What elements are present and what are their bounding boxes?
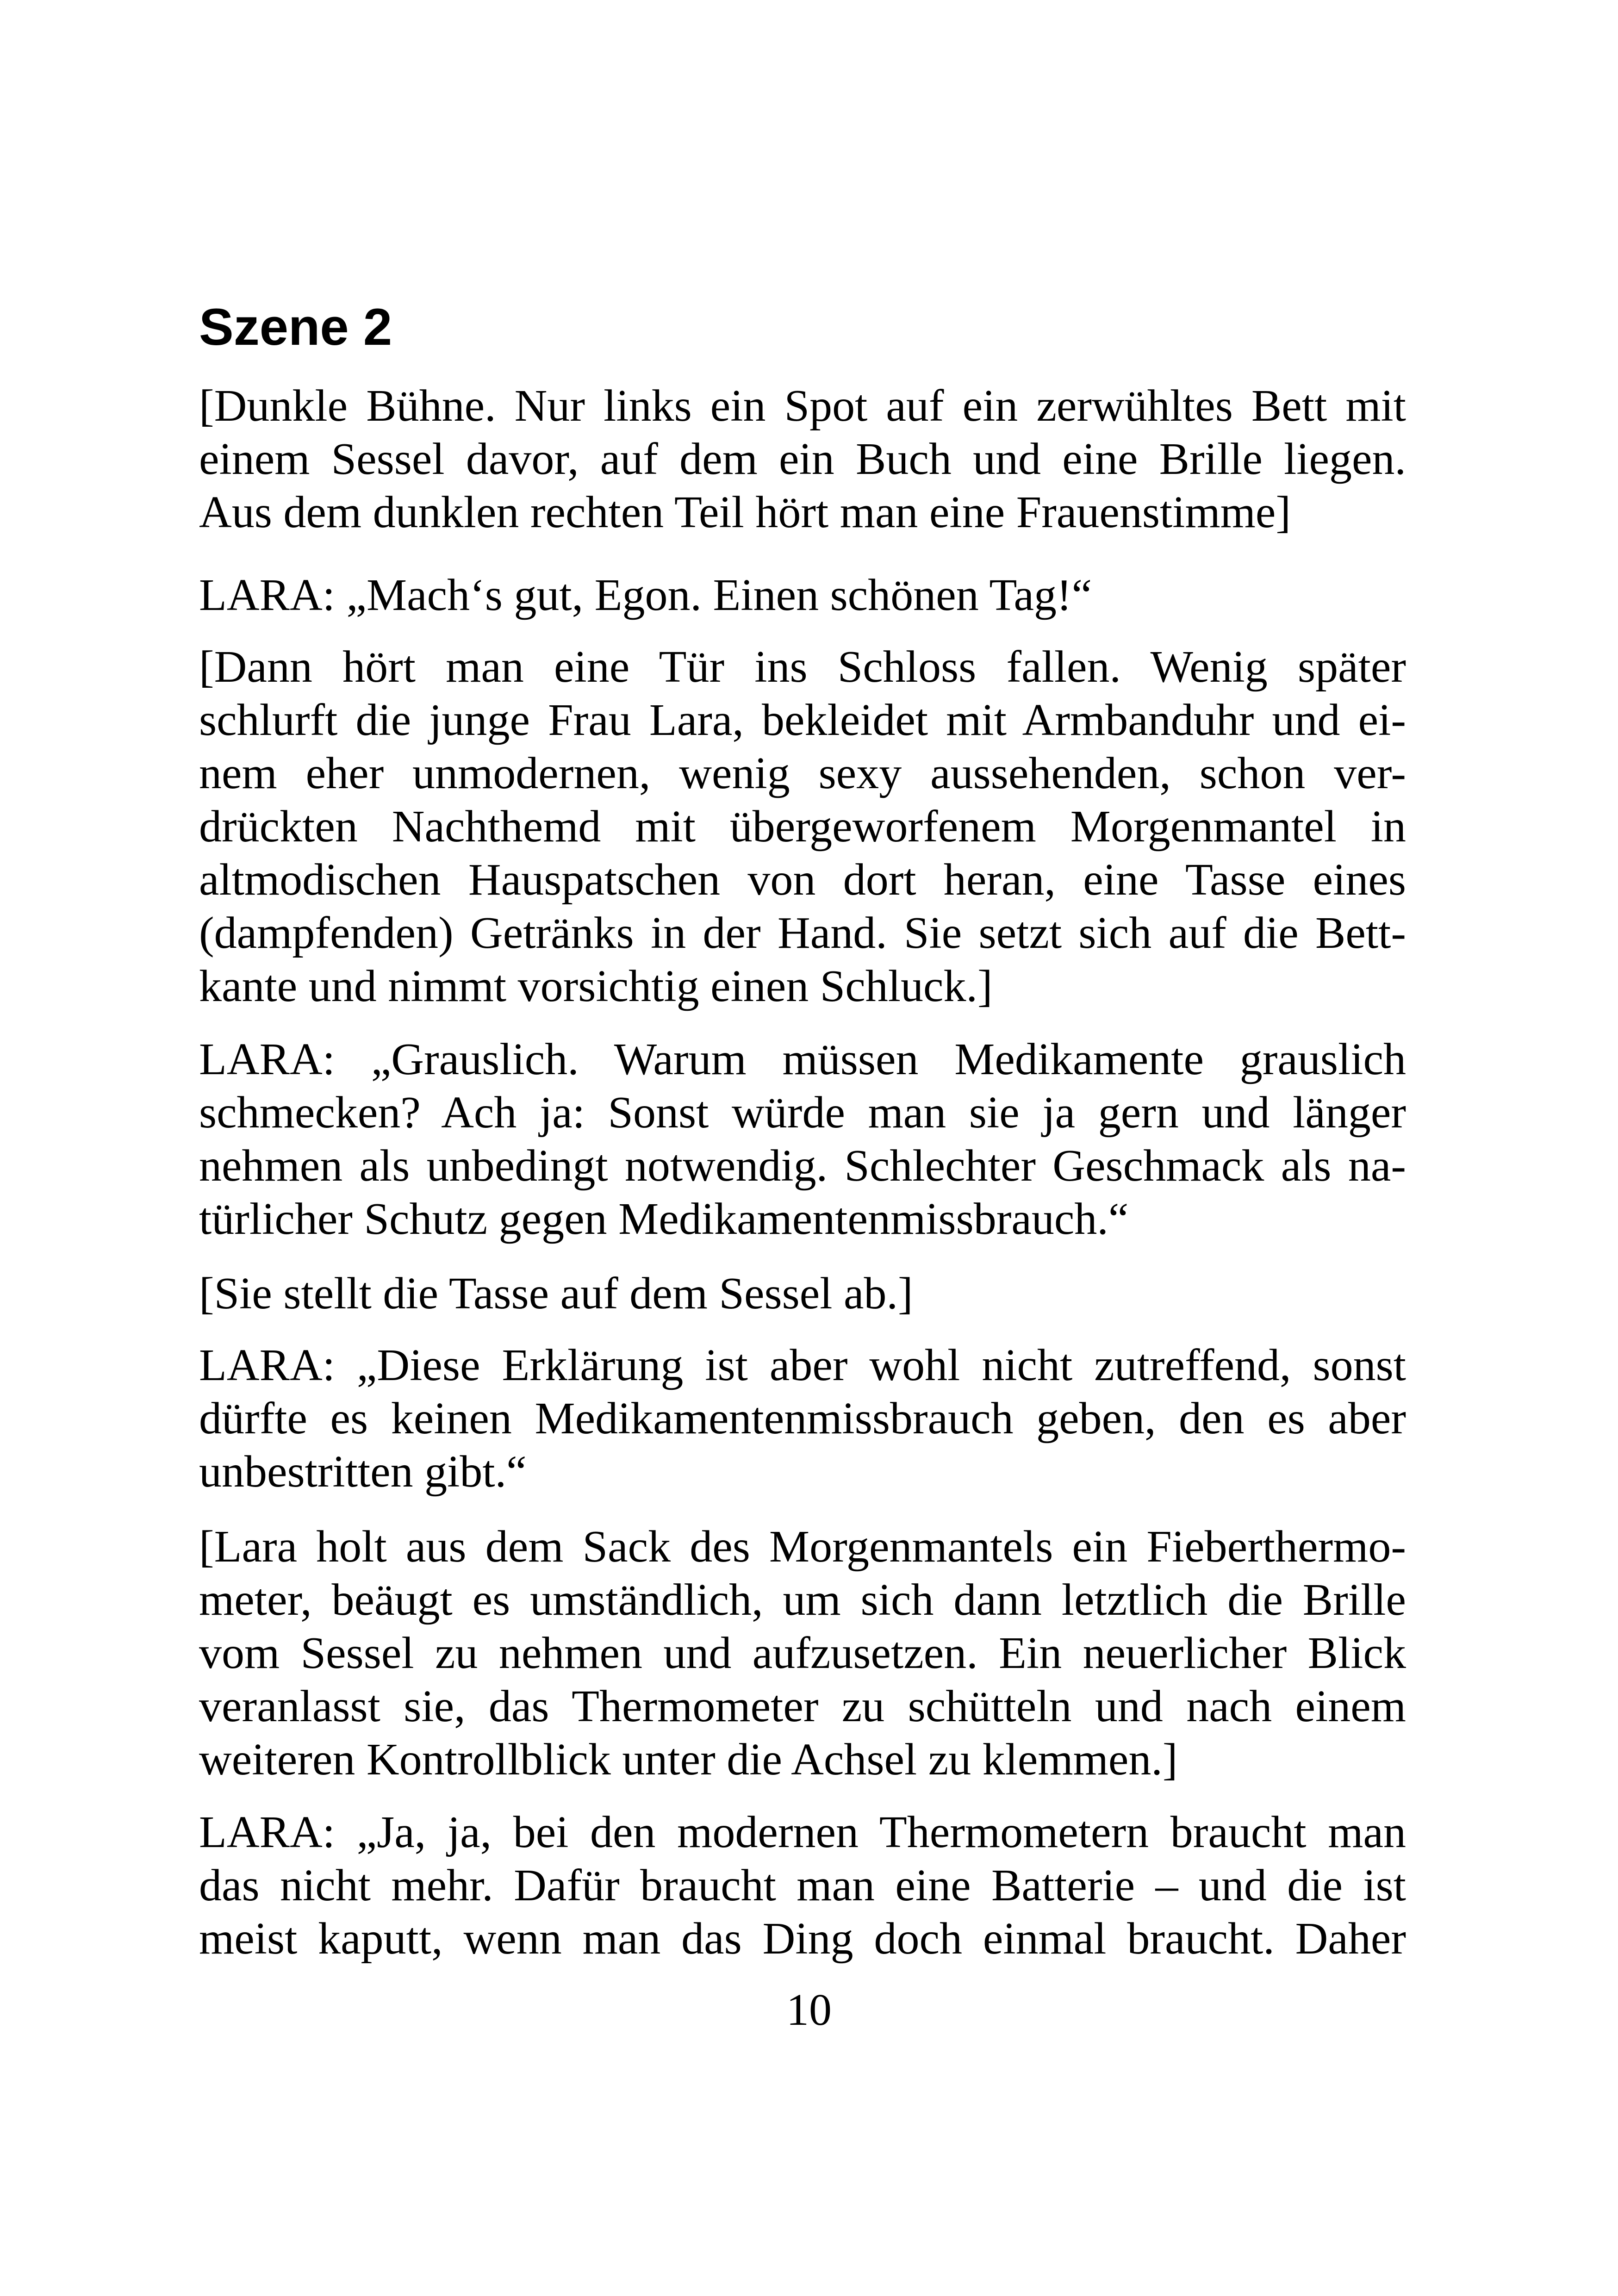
text-line: türlicher Schutz gegen Medikamentenmissbrauch.“ [199, 1194, 1129, 1244]
dialogue-paragraph [199, 1339, 1406, 1499]
text-line: [Dann hört man eine Tür ins Schloss fallen. Wenig später [199, 642, 1406, 692]
text-line: vom Sessel zu nehmen und aufzusetzen. Ein neuerlicher Blick [199, 1628, 1406, 1678]
text-line: meist kaputt, wenn man das Ding doch einmal braucht. Daher [199, 1914, 1406, 1964]
text-line: LARA: „Diese Erklärung ist aber wohl nicht zutreffend, sonst [199, 1340, 1406, 1390]
text-line: veranlasst sie, das Thermometer zu schütteln und nach einem [199, 1681, 1406, 1731]
stage-direction-paragraph [199, 1267, 1406, 1320]
text-line: [Sie stellt die Tasse auf dem Sessel ab.] [199, 1269, 913, 1319]
text-line: LARA: „Grauslich. Warum müssen Medikamente grauslich [199, 1034, 1406, 1084]
text-line: [Lara holt aus dem Sack des Morgenmantels ein Fieberthermo- [199, 1522, 1406, 1572]
text-line: nehmen als unbedingt notwendig. Schlechter Geschmack als na- [199, 1141, 1406, 1191]
text-line: altmodischen Hauspatschen von dort heran, eine Tasse eines [199, 855, 1406, 905]
page-number: 10 [786, 1985, 832, 2035]
text-line: weiteren Kontrollblick unter die Achsel zu klemmen.] [199, 1735, 1178, 1785]
text-line: [Dunkle Bühne. Nur links ein Spot auf ein zerwühltes Bett mit [199, 381, 1406, 431]
text-line: kante und nimmt vorsichtig einen Schluck.] [199, 961, 993, 1011]
text-line: einem Sessel davor, auf dem ein Buch und eine Brille liegen. [199, 434, 1406, 484]
text-line: LARA: „Mach‘s gut, Egon. Einen schönen Tag!“ [199, 570, 1092, 620]
stage-direction-paragraph [199, 380, 1406, 539]
stage-direction-paragraph [199, 641, 1406, 1013]
text-line: nem eher unmodernen, wenig sexy aussehenden, schon ver- [199, 748, 1406, 798]
text-line: dürfte es keinen Medikamentenmissbrauch geben, den es aber [199, 1394, 1406, 1444]
text-line: (dampfenden) Getränks in der Hand. Sie setzt sich auf die Bett- [199, 908, 1406, 958]
scene-heading: Szene 2 [199, 298, 392, 356]
stage-direction-paragraph [199, 1520, 1406, 1786]
text-line: meter, beäugt es umständlich, um sich dann letztlich die Brille [199, 1575, 1406, 1625]
text-line: LARA: „Ja, ja, bei den modernen Thermometern braucht man [199, 1807, 1406, 1857]
text-line: schmecken? Ach ja: Sonst würde man sie ja gern und länger [199, 1088, 1406, 1138]
text-line: drückten Nachthemd mit übergeworfenem Morgenmantel in [199, 802, 1406, 852]
dialogue-paragraph [199, 1033, 1406, 1246]
text-line: schlurft die junge Frau Lara, bekleidet mit Armbanduhr und ei- [199, 695, 1406, 745]
dialogue-paragraph [199, 1806, 1406, 1966]
dialogue-paragraph [199, 569, 1406, 622]
text-line: das nicht mehr. Dafür braucht man eine Batterie – und die ist [199, 1860, 1406, 1910]
text-line: unbestritten gibt.“ [199, 1447, 527, 1497]
text-line: Aus dem dunklen rechten Teil hört man eine Frauenstimme] [199, 487, 1291, 537]
